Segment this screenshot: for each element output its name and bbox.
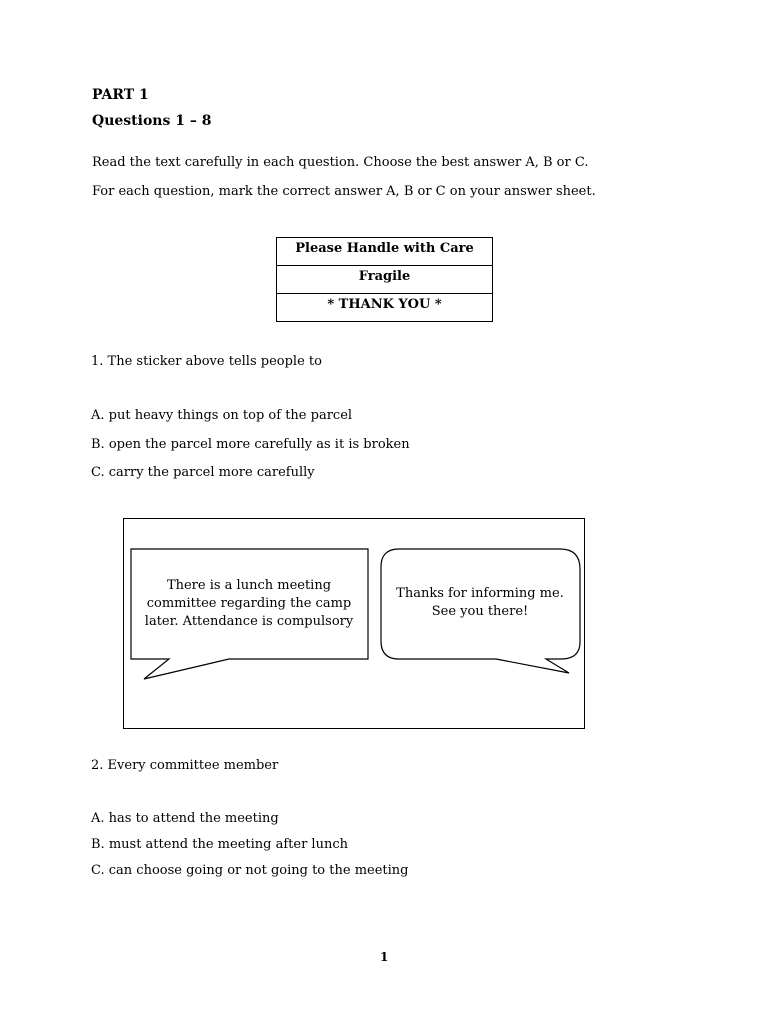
instruction-line-1: Read the text carefully in each question. Choose the best answer A, B or C.	[92, 155, 589, 170]
page-number: 1	[380, 950, 389, 964]
right-bubble-line: Thanks for informing me.	[396, 586, 564, 601]
part-title: PART 1	[92, 87, 149, 103]
question-1-stem: 1. The sticker above tells people to	[91, 354, 322, 369]
left-bubble-line: later. Attendance is compulsory	[144, 614, 354, 629]
question-2-option-b: B. must attend the meeting after lunch	[91, 837, 348, 852]
question-1-option-b: B. open the parcel more carefully as it is broken	[91, 437, 410, 452]
dialogue-frame	[123, 518, 585, 729]
sticker-row-handle-with-care: Please Handle with Care	[277, 238, 492, 266]
question-1-option-c: C. carry the parcel more carefully	[91, 465, 315, 480]
question-1-option-a: A. put heavy things on top of the parcel	[91, 408, 353, 423]
right-bubble-text	[386, 585, 574, 621]
questions-range: Questions 1 – 8	[92, 113, 212, 129]
instruction-line-2: For each question, mark the correct answer A, B or C on your answer sheet.	[92, 184, 596, 199]
left-bubble-text	[136, 577, 362, 631]
left-bubble-line: There is a lunch meeting	[166, 578, 332, 593]
question-2-option-a: A. has to attend the meeting	[91, 811, 279, 826]
sticker-table	[276, 237, 493, 322]
sticker-row-fragile: Fragile	[277, 266, 492, 294]
left-bubble-line: committee regarding the camp	[146, 596, 352, 611]
question-2-option-c: C. can choose going or not going to the meeting	[91, 863, 409, 878]
right-bubble-line: See you there!	[431, 604, 529, 619]
question-2-stem: 2. Every committee member	[91, 758, 279, 773]
sticker-row-thank-you: * THANK YOU *	[327, 297, 442, 312]
